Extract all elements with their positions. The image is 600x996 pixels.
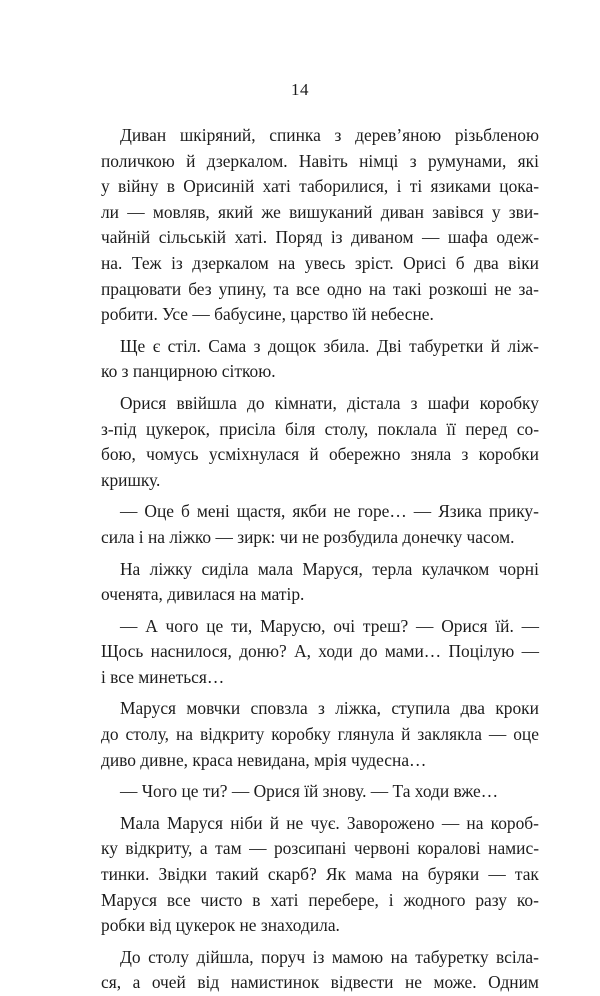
text-line	[101, 417, 539, 443]
word: б	[181, 501, 190, 522]
text-line	[101, 277, 539, 303]
word: табуретки	[409, 335, 484, 356]
word: такий	[216, 864, 259, 885]
word: різьбленою	[454, 125, 539, 145]
word: так	[514, 864, 539, 885]
text-line: робки від цукерок не знаходила.	[101, 915, 340, 936]
word: —	[421, 227, 440, 248]
word: мені	[196, 501, 230, 522]
word: чого	[165, 615, 199, 636]
word: скарб?	[267, 864, 317, 885]
word: упину,	[218, 278, 267, 299]
word: шкіряний,	[179, 125, 256, 145]
text-line: — Чого це ти? — Орися їй знову. — Та ходи вже…	[120, 781, 499, 802]
word: з	[318, 698, 325, 719]
word: чайній	[101, 227, 151, 248]
word: на	[368, 278, 386, 299]
word: диваном	[350, 227, 414, 248]
word: кроки	[495, 698, 539, 719]
word: якби	[292, 501, 327, 522]
word: чує.	[310, 812, 340, 833]
text-line	[101, 225, 539, 251]
paragraph	[101, 779, 539, 805]
word: —	[127, 201, 145, 222]
word: мовляв,	[152, 201, 210, 222]
word: дерев’яною	[355, 125, 442, 145]
word: там	[215, 838, 242, 859]
text-line	[101, 149, 539, 175]
paragraph	[101, 696, 539, 773]
word: Дві	[376, 335, 402, 356]
text-line: диво дивне, краса невидана, мрія чудесна…	[101, 749, 427, 770]
word: відвести	[330, 972, 394, 993]
word: два	[474, 252, 499, 273]
word: до	[246, 392, 265, 413]
word: Маруся	[120, 698, 177, 719]
word: сиділа	[201, 558, 249, 579]
word: тинки.	[101, 864, 150, 885]
word: на	[278, 252, 296, 273]
word: со-	[516, 418, 539, 439]
text-line	[101, 722, 539, 748]
word: все	[166, 889, 191, 910]
word: А,	[294, 641, 311, 662]
word: кімнати,	[274, 392, 337, 413]
word: Поряд	[275, 227, 323, 248]
word: Маруся	[101, 889, 158, 910]
word: спинка	[269, 125, 321, 145]
word: Орисиній	[183, 176, 255, 197]
text-line: оченята, дивилася на матір.	[101, 584, 305, 605]
word: Щось	[101, 641, 144, 662]
paragraph	[101, 811, 539, 939]
word: працювати	[101, 278, 182, 299]
word: жодного	[403, 889, 466, 910]
word: Марусю,	[260, 615, 326, 636]
word: за-	[518, 278, 539, 299]
word: з	[461, 444, 469, 465]
word: же	[261, 201, 281, 222]
word: перед	[465, 418, 508, 439]
text-line	[101, 251, 539, 277]
word: Оце	[144, 501, 174, 522]
word: —	[488, 724, 507, 745]
word: не	[404, 972, 422, 993]
word: цукерок,	[146, 418, 210, 439]
word: б	[455, 252, 465, 273]
word: біля	[284, 418, 316, 439]
text-line	[101, 836, 539, 862]
word: а	[199, 838, 208, 859]
word: хаті	[262, 176, 291, 197]
word: у	[101, 176, 110, 197]
text-line	[101, 174, 539, 200]
word: поклала	[377, 418, 437, 439]
word: та	[273, 278, 290, 299]
word: прику-	[488, 501, 539, 522]
text-line: ко з панцирною сіткою.	[101, 361, 276, 382]
word: всіла-	[496, 946, 539, 967]
word: Мала	[120, 812, 160, 833]
word: —	[441, 812, 460, 833]
paragraph	[101, 614, 539, 691]
word: столу	[148, 946, 190, 967]
word: На	[120, 558, 141, 579]
word: на.	[101, 252, 123, 273]
word: не	[494, 278, 512, 299]
word: мовчки	[186, 698, 241, 719]
word: в	[252, 889, 261, 910]
paragraph	[101, 557, 539, 608]
word: все	[296, 278, 320, 299]
word: це	[206, 615, 224, 636]
word: розсипані	[273, 838, 347, 859]
word: чисто	[200, 889, 243, 910]
word: Диван	[120, 125, 167, 145]
word: може.	[433, 972, 477, 993]
word: заклякла	[417, 724, 482, 745]
word: наснилося,	[150, 641, 232, 662]
text-line	[101, 499, 539, 525]
word: коробку	[271, 724, 331, 745]
word: оце	[513, 724, 539, 745]
word: дзеркалом	[192, 252, 269, 273]
word: із	[330, 227, 343, 248]
word: на	[390, 946, 408, 967]
word: язиками	[430, 176, 491, 197]
word: й	[309, 444, 319, 465]
word: очей	[151, 972, 186, 993]
word: Одним	[488, 972, 539, 993]
word: вишуканий	[289, 201, 373, 222]
paragraph	[101, 945, 539, 996]
word: віки	[508, 252, 539, 273]
text-line	[101, 123, 539, 149]
word: Поцілую	[448, 641, 515, 662]
word: ніби	[230, 812, 263, 833]
page-number: 14	[291, 80, 309, 99]
word: коробки	[478, 444, 539, 465]
word: намис-	[488, 838, 539, 859]
word: поруч	[261, 946, 306, 967]
paragraph	[101, 499, 539, 550]
text-line	[101, 614, 539, 640]
word: до	[101, 724, 119, 745]
word: в	[166, 176, 175, 197]
word: без	[188, 278, 212, 299]
word: й	[401, 724, 411, 745]
word: з	[334, 125, 342, 145]
text-line	[101, 696, 539, 722]
word: війну	[118, 176, 159, 197]
word: зняла	[410, 444, 452, 465]
word: —	[488, 864, 506, 885]
word: мама	[355, 864, 393, 885]
word: які	[517, 150, 539, 171]
word: увесь	[304, 252, 346, 273]
word: усміхнулася	[208, 444, 300, 465]
word: ку	[101, 838, 118, 859]
word: до	[360, 641, 378, 662]
word: цока-	[499, 176, 539, 197]
word: буряки	[427, 864, 480, 885]
word: у	[491, 201, 501, 222]
text-line	[101, 945, 539, 971]
word: є	[152, 335, 161, 356]
word: зріст.	[354, 252, 394, 273]
word: хаті.	[234, 227, 268, 248]
word: До	[120, 946, 141, 967]
text-line	[101, 970, 539, 996]
paragraph	[101, 334, 539, 385]
word: а	[132, 972, 141, 993]
word: Ще	[120, 335, 146, 356]
word: одеж-	[496, 227, 539, 248]
word: терла	[372, 558, 413, 579]
word: ліжка,	[335, 698, 381, 719]
word: Навіть	[298, 150, 348, 171]
word: Орися	[120, 392, 167, 413]
word: відкриту	[199, 724, 265, 745]
word: А	[145, 615, 158, 636]
word: ходи	[318, 641, 353, 662]
word: разу	[475, 889, 507, 910]
word: шафи	[427, 392, 470, 413]
word: мамою	[331, 946, 384, 967]
word: ти,	[231, 615, 253, 636]
word: хаті	[270, 889, 299, 910]
text-line: і все минеться…	[101, 666, 225, 687]
word: горе…	[357, 501, 407, 522]
word: бою,	[101, 444, 136, 465]
word: табуретку	[415, 946, 489, 967]
text-line	[101, 200, 539, 226]
word: перебере,	[308, 889, 379, 910]
word: й	[186, 150, 196, 171]
word: ко-	[516, 889, 539, 910]
word: стіл.	[167, 335, 201, 356]
word: ліж-	[507, 335, 539, 356]
word: поличкою	[101, 150, 175, 171]
word: червоні	[353, 838, 410, 859]
word: Язика	[438, 501, 482, 522]
word: їй.	[495, 615, 514, 636]
word: дістала	[347, 392, 401, 413]
word: на	[175, 724, 193, 745]
word: щастя,	[236, 501, 286, 522]
word: ті	[409, 176, 423, 197]
word: який	[218, 201, 254, 222]
text-line: сила і на ліжко — зирк: чи не розбудила донечку часом.	[101, 526, 515, 547]
word: доню?	[239, 641, 287, 662]
text-line	[101, 442, 539, 468]
word: й	[269, 812, 280, 833]
text-line	[101, 391, 539, 417]
word: із	[312, 946, 325, 967]
word: Маруся	[166, 812, 223, 833]
word: —	[120, 501, 138, 522]
word: із	[171, 252, 183, 273]
word: столу,	[324, 418, 369, 439]
word: мала	[257, 558, 294, 579]
word: сільській	[158, 227, 227, 248]
word: від	[197, 972, 220, 993]
text-line	[101, 639, 539, 665]
word: не	[286, 812, 304, 833]
word: з	[410, 392, 418, 413]
paragraph	[101, 123, 539, 328]
word: не	[333, 501, 351, 522]
word: —	[249, 838, 267, 859]
word: з-під	[101, 418, 137, 439]
word: такі	[392, 278, 422, 299]
word: ступила	[391, 698, 451, 719]
word: треш?	[362, 615, 409, 636]
word: глянула	[337, 724, 395, 745]
word: Сама	[208, 335, 247, 356]
word: —	[120, 615, 138, 636]
word: намистинок	[230, 972, 320, 993]
word: на	[401, 864, 419, 885]
word: очі	[333, 615, 356, 636]
word: Звідки	[158, 864, 207, 885]
word: з	[409, 150, 417, 171]
word: присіла	[219, 418, 276, 439]
word: коробку	[479, 392, 539, 413]
word: чорні	[498, 558, 539, 579]
word: її	[446, 418, 456, 439]
word: дощок	[268, 335, 317, 356]
word: Орисі	[403, 252, 447, 273]
word: ся,	[101, 972, 122, 993]
word: кулачком	[421, 558, 490, 579]
word: —	[521, 641, 539, 662]
word: шафа	[447, 227, 488, 248]
word: —	[521, 615, 539, 636]
text-line: кришку.	[101, 469, 161, 490]
word: коралові	[417, 838, 481, 859]
body-text	[101, 123, 539, 996]
word: Орися	[441, 615, 488, 636]
word: ли	[101, 201, 119, 222]
word: Як	[325, 864, 346, 885]
word: з	[253, 335, 261, 356]
word: столу,	[125, 724, 170, 745]
word: одно	[326, 278, 362, 299]
word: Маруся,	[302, 558, 363, 579]
word: —	[416, 615, 434, 636]
text-line	[101, 862, 539, 888]
word: завівся	[432, 201, 484, 222]
word: обережно	[328, 444, 401, 465]
word: дзеркалом.	[206, 150, 288, 171]
word: ввійшла	[176, 392, 237, 413]
word: розкоші	[428, 278, 488, 299]
word: і	[396, 176, 402, 197]
text-line	[101, 888, 539, 914]
word: німці	[359, 150, 399, 171]
text-line: робити. Усе — бабусине, царство їй небесне.	[101, 304, 434, 325]
word: дійшла,	[196, 946, 254, 967]
word: румунами,	[427, 150, 507, 171]
word: мами…	[384, 641, 442, 662]
word: короб-	[490, 812, 539, 833]
word: —	[413, 501, 432, 522]
paragraph	[101, 391, 539, 493]
word: сповзла	[250, 698, 308, 719]
word: таборилися,	[299, 176, 389, 197]
word: чомусь	[146, 444, 199, 465]
text-line	[101, 557, 539, 583]
text-line	[101, 811, 539, 837]
word: два	[460, 698, 486, 719]
word: Теж	[131, 252, 162, 273]
word: диван	[380, 201, 424, 222]
word: зви-	[508, 201, 539, 222]
word: Заворожено	[346, 812, 435, 833]
word: і	[388, 889, 394, 910]
text-line	[101, 334, 539, 360]
word: на	[466, 812, 484, 833]
word: відкриту,	[125, 838, 193, 859]
word: й	[490, 335, 501, 356]
word: збила.	[323, 335, 370, 356]
word: ліжку	[149, 558, 193, 579]
